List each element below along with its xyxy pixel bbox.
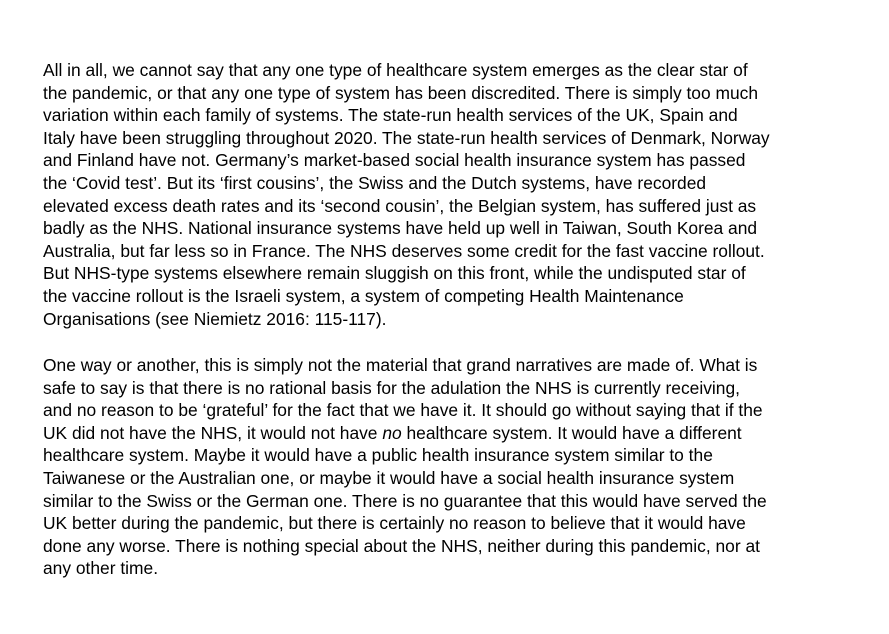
paragraph-1-line: badly as the NHS. National insurance systems have held up well in Taiwan, South Korea and — [43, 218, 758, 239]
paragraph-2-line: One way or another, this is simply not the material that grand narratives are made of. What is — [43, 355, 758, 375]
paragraph-1-line: and Finland have not. Germany’s market-based social health insurance system has passed — [43, 150, 746, 171]
paragraph-2-line: and no reason to be ‘grateful’ for the fact that we have it. It should go without saying that if the — [43, 400, 763, 421]
paragraph-2-line: safe to say is that there is no rational basis for the adulation the NHS is currently receiving, — [43, 377, 740, 398]
line-text-after: healthcare system. It would have a different — [401, 422, 742, 443]
paragraph-2-line: UK better during the pandemic, but there is certainly no reason to believe that it would have — [43, 513, 746, 534]
paragraph-2-line: any other time. — [43, 558, 159, 579]
paragraph-1-line: the vaccine rollout is the Israeli system, a system of competing Health Maintenance — [43, 285, 684, 306]
emphasized-word: no — [382, 422, 402, 443]
paragraph-1-line: Italy have been struggling throughout 2020. The state-run health services of Denmark, Norway — [43, 127, 770, 148]
paragraph-2-line: done any worse. There is nothing special about the NHS, neither during this pandemic, nor at — [43, 535, 760, 556]
paragraph-1-line: elevated excess death rates and its ‘second cousin’, the Belgian system, has suffered just as — [43, 195, 757, 216]
paragraph-2-line-emphasis — [43, 422, 873, 445]
line-text-before: UK did not have the NHS, it would not have — [43, 422, 383, 443]
paragraph-2-line: healthcare system. Maybe it would have a public health insurance system similar to the — [43, 445, 713, 466]
paragraph-1 — [43, 59, 873, 330]
paragraph-1-line: All in all, we cannot say that any one type of healthcare system emerges as the clear star of — [43, 60, 748, 80]
paragraph-1-line: Australia, but far less so in France. The NHS deserves some credit for the fast vaccine rollout. — [43, 240, 765, 261]
paragraph-1-line: the pandemic, or that any one type of system has been discredited. There is simply too much — [43, 82, 759, 103]
paragraph-2-line: similar to the Swiss or the German one. There is no guarantee that this would have served the — [43, 490, 767, 511]
paragraph-2-line: Taiwanese or the Australian one, or maybe it would have a social health insurance system — [43, 467, 735, 488]
paragraph-1-line: But NHS-type systems elsewhere remain sluggish on this front, while the undisputed star of — [43, 263, 746, 284]
paragraph-2 — [43, 354, 873, 580]
paragraph-1-line: Organisations (see Niemietz 2016: 115-117). — [43, 308, 387, 329]
paragraph-1-line: the ‘Covid test’. But its ‘first cousins’, the Swiss and the Dutch systems, have recorded — [43, 172, 707, 193]
paragraph-1-line: variation within each family of systems. The state-run health services of the UK, Spain and — [43, 105, 738, 126]
